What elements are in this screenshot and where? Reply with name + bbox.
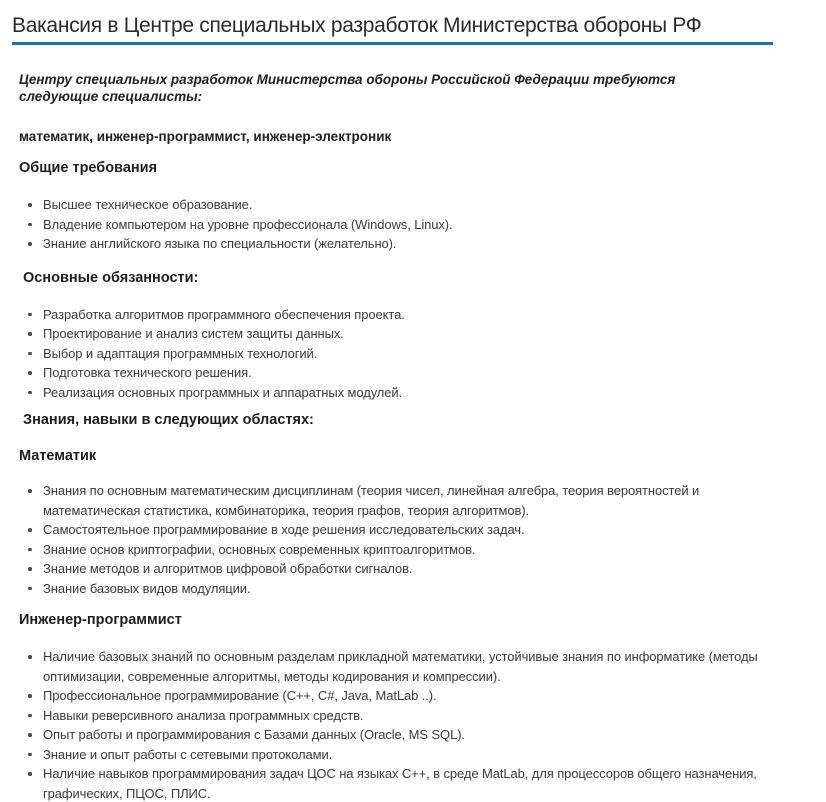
bullet-item: Проектирование и анализ систем защиты данных.: [41, 324, 766, 344]
title-divider: [12, 42, 773, 45]
bullet-item: Знание методов и алгоритмов цифровой обработки сигналов.: [41, 559, 766, 579]
bullet-list: [19, 305, 766, 403]
vacancy-content: [19, 71, 766, 802]
bullet-item: Высшее техническое образование.: [41, 195, 766, 215]
section-general-requirements: [19, 160, 766, 254]
section-heading: Знания, навыки в следующих областях:: [19, 412, 314, 428]
bullet-item: Знание английского языка по специальности (желательно).: [41, 234, 766, 254]
bullet-item: Выбор и адаптация программных технологий.: [41, 344, 766, 364]
section-main-duties: [19, 270, 766, 403]
section-heading: Инженер-программист: [19, 612, 182, 628]
section-heading: Основные обязанности:: [19, 269, 199, 286]
bullet-list: [19, 195, 766, 254]
bullet-item: Реализация основных программных и аппаратных модулей.: [41, 383, 766, 403]
section-software-engineer: [19, 612, 766, 802]
bullet-list: [19, 481, 766, 598]
bullet-list: [19, 647, 766, 802]
bullet-item: Подготовка технического решения.: [41, 363, 766, 383]
bullet-item: Навыки реверсивного анализа программных средств.: [41, 706, 766, 726]
page-title: Вакансия в Центре специальных разработок Министерства обороны РФ: [12, 14, 702, 37]
section-mathematician: [19, 448, 766, 598]
bullet-item: Наличие базовых знаний по основным разделам прикладной математики, устойчивые знания по информатике (методы оптимизации, современные алгоритмы, методы кодирования и компрессии).: [41, 647, 766, 686]
intro-paragraph: Центру специальных разработок Министерства обороны Российской Федерации требуются следующие специалисты:: [19, 72, 676, 104]
section-heading: Общие требования: [19, 160, 158, 176]
section-heading: Математик: [19, 448, 97, 464]
bullet-item: Знание основ криптографии, основных современных криптоалгоритмов.: [41, 540, 766, 560]
bullet-item: Знания по основным математическим дисциплинам (теория чисел, линейная алгебра, теория вероятностей и математическая статистика, комбинаторика, теория графов, теория алгоритмов).: [41, 481, 766, 520]
bullet-item: Разработка алгоритмов программного обеспечения проекта.: [41, 305, 766, 325]
bullet-item: Наличие навыков программирования задач ЦОС на языках C++, в среде MatLab, для процессоров общего назначения, графических, ПЦОС, ПЛИС.: [41, 764, 766, 802]
bullet-item: Владение компьютером на уровне профессионала (Windows, Linux).: [41, 215, 766, 235]
bullet-item: Самостоятельное программирование в ходе решения исследовательских задач.: [41, 520, 766, 540]
section-knowledge-areas: [19, 412, 766, 429]
bullet-item: Знание базовых видов модуляции.: [41, 579, 766, 599]
specialists-line: математик, инженер-программист, инженер-электроник: [19, 129, 392, 144]
bullet-item: Знание и опыт работы с сетевыми протоколами.: [41, 745, 766, 765]
bullet-item: Опыт работы и программирования с Базами данных (Oracle, MS SQL).: [41, 725, 766, 745]
bullet-item: Профессиональное программирование (C++, C#, Java, MatLab ..).: [41, 686, 766, 706]
